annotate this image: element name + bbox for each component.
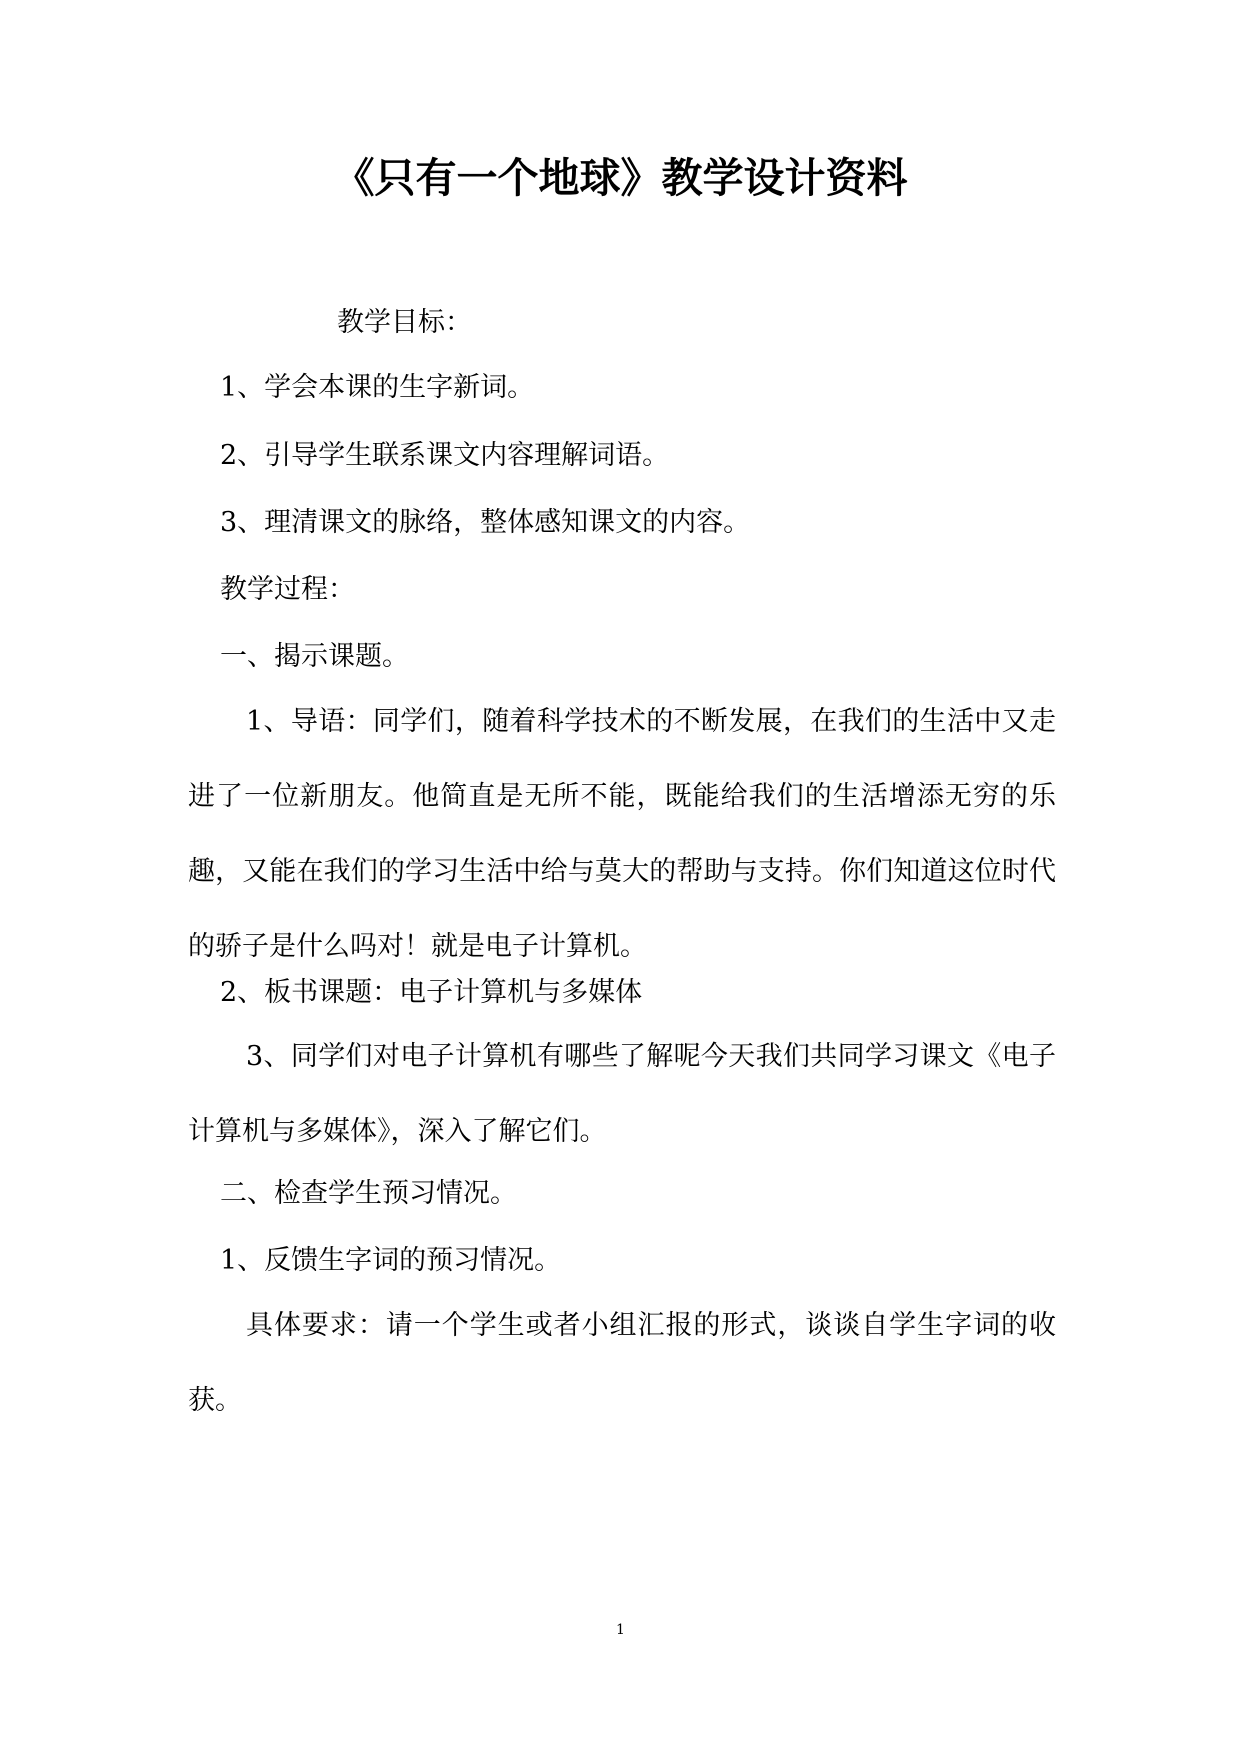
objective-item-3: 3、理清课文的脉络，整体感知课文的内容。 bbox=[220, 507, 751, 538]
objective-item-2: 2、引导学生联系课文内容理解词语。 bbox=[220, 440, 670, 471]
section-1-heading: 一、揭示课题。 bbox=[220, 641, 409, 672]
learn-paragraph: 3、同学们对电子计算机有哪些了解呢今天我们共同学习课文《电子计算机与多媒体》，深入了解它们。 bbox=[188, 1041, 1056, 1147]
requirement-paragraph: 具体要求：请一个学生或者小组汇报的形式，谈谈自学生字词的收获。 bbox=[188, 1310, 1056, 1416]
board-title-item: 2、板书课题：电子计算机与多媒体 bbox=[220, 977, 643, 1008]
feedback-item: 1、反馈生字词的预习情况。 bbox=[220, 1245, 562, 1276]
objectives-heading: 教学目标： bbox=[337, 307, 472, 338]
page-number: 1 bbox=[616, 1622, 625, 1638]
section-2-heading: 二、检查学生预习情况。 bbox=[220, 1178, 517, 1209]
intro-paragraph: 1、导语：同学们，随着科学技术的不断发展，在我们的生活中又走进了一位新朋友。他简直是无所不能，既能给我们的生活增添无穷的乐趣，又能在我们的学习生活中给与莫大的帮助与支持。你们知道这位时代的骄子是什么吗对！就是电子计算机。 bbox=[188, 706, 1056, 962]
objective-item-1: 1、学会本课的生字新词。 bbox=[220, 372, 535, 403]
process-heading: 教学过程： bbox=[220, 574, 355, 605]
document-title: 《只有一个地球》教学设计资料 bbox=[333, 154, 908, 202]
